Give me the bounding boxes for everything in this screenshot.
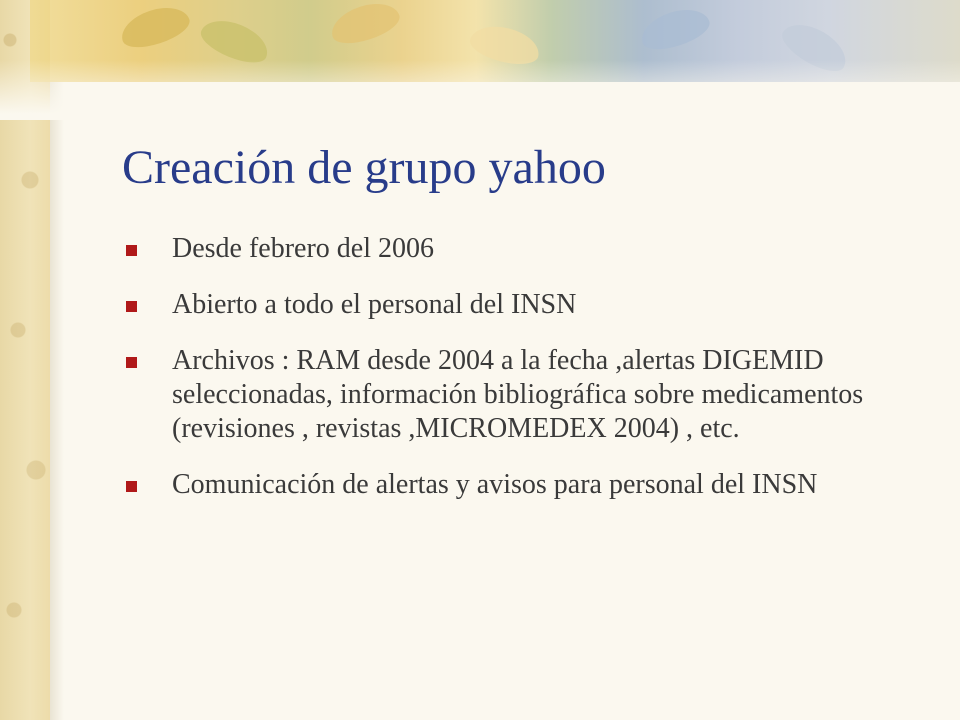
square-bullet-icon: [126, 481, 137, 492]
bullet-text: Desde febrero del 2006: [172, 233, 435, 264]
bullet-item: [122, 344, 902, 446]
square-bullet-icon: [126, 301, 137, 312]
top-decorative-banner: [0, 0, 960, 120]
bullet-item: [122, 232, 902, 266]
bullet-text: Comunicación de alertas y avisos para personal del INSN: [172, 469, 818, 500]
bullet-item: [122, 288, 902, 322]
banner-fade: [0, 60, 960, 120]
bullet-item: [122, 468, 902, 502]
bullet-text: Abierto a todo el personal del INSN: [172, 289, 577, 320]
square-bullet-icon: [126, 357, 137, 368]
bullet-list: [122, 232, 902, 524]
left-band-shadow: [50, 80, 64, 720]
slide-title: Creación de grupo yahoo: [122, 141, 606, 194]
square-bullet-icon: [126, 245, 137, 256]
bullet-text: Archivos : RAM desde 2004 a la fecha ,alertas DIGEMID seleccionadas, información bibliográfica sobre medicamentos (revisiones , revistas ,MICROMEDEX 2004) , etc.: [172, 345, 864, 444]
